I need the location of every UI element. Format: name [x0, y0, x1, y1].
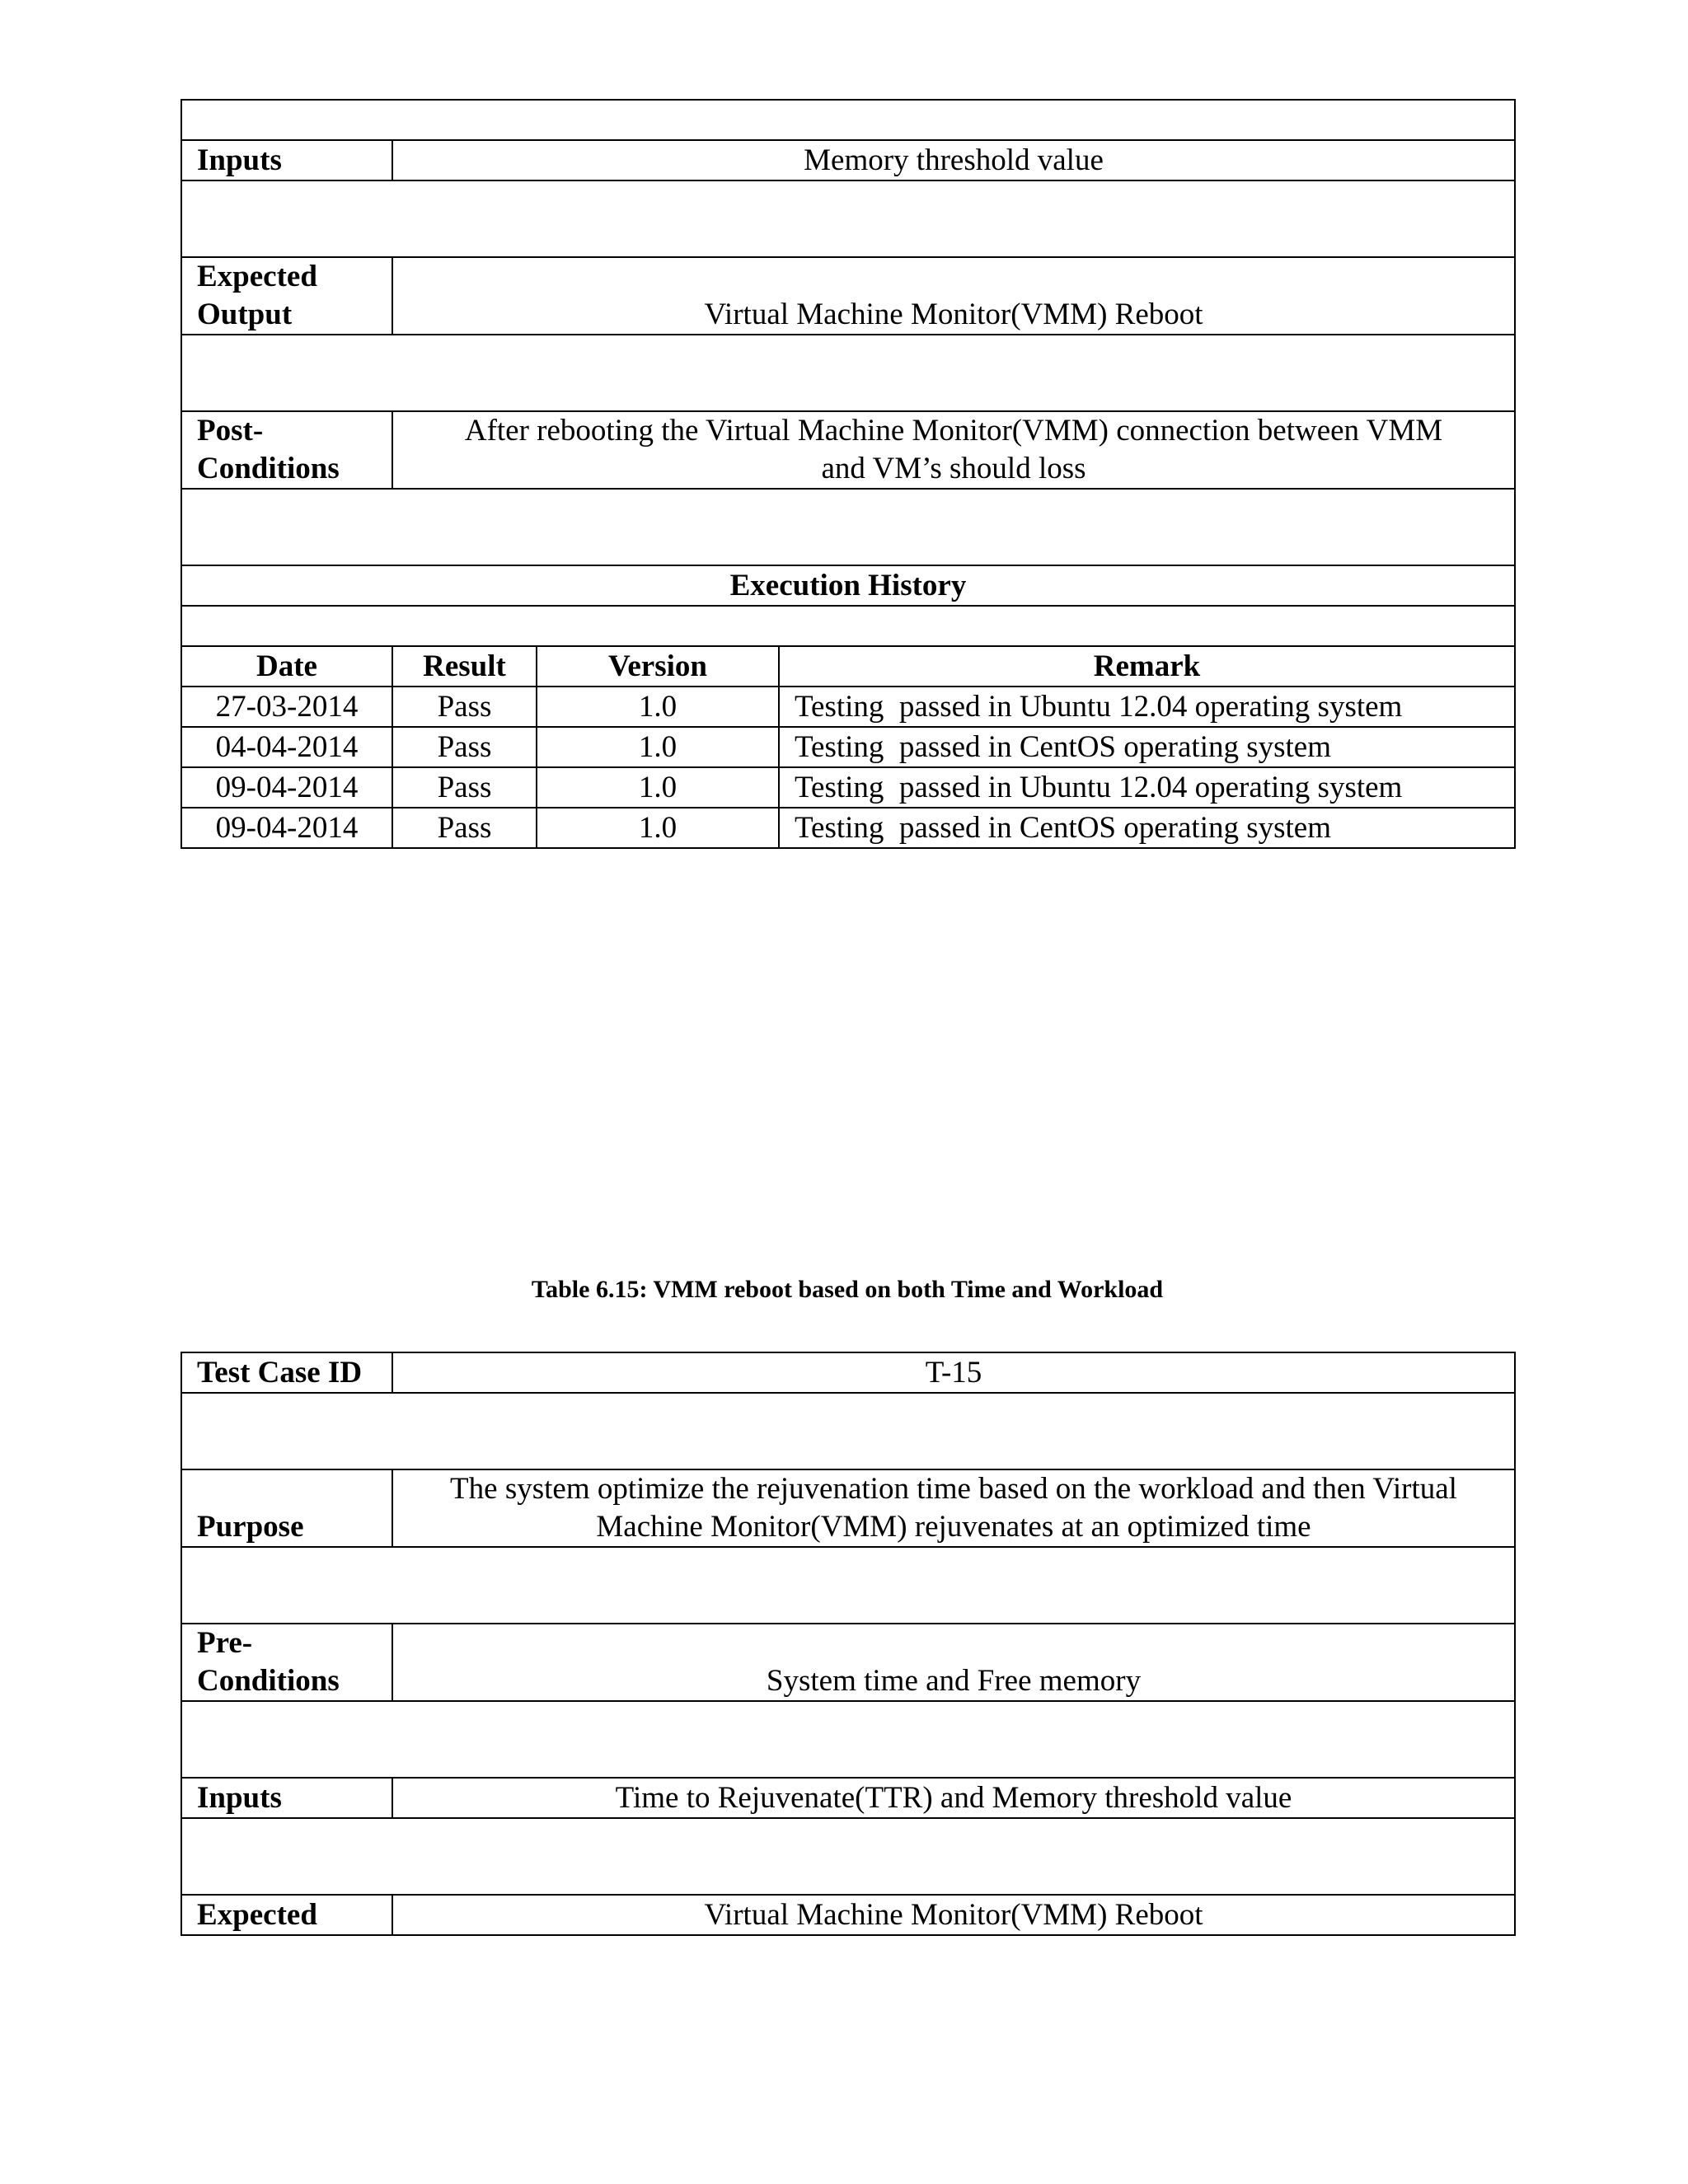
purpose-label: Purpose [181, 1469, 392, 1547]
expected-row [181, 1895, 1515, 1935]
purpose-value-line2: Machine Monitor(VMM) rejuvenates at an optimized time [596, 1510, 1311, 1544]
history-row [181, 687, 1515, 727]
history-row [181, 808, 1515, 848]
inputs-row [181, 140, 1515, 180]
history-result: Pass [392, 808, 537, 848]
test-case-id-row [181, 1352, 1515, 1393]
history-version: 1.0 [537, 687, 779, 727]
history-header-date: Date [181, 646, 392, 687]
post-conditions-value-line1: After rebooting the Virtual Machine Monitor(VMM) connection between VMM [464, 414, 1443, 448]
post-conditions-row [181, 411, 1515, 489]
history-remark: Testing passed in CentOS operating system [779, 808, 1515, 848]
history-remark: Testing passed in CentOS operating system [779, 727, 1515, 767]
history-header-remark: Remark [779, 646, 1515, 687]
empty-row [181, 606, 1515, 646]
post-conditions-value [392, 411, 1515, 489]
purpose-value [392, 1469, 1515, 1547]
empty-row [181, 335, 1515, 411]
empty-row [181, 489, 1515, 565]
history-row [181, 727, 1515, 767]
expected-output-label-line2: Output [197, 298, 293, 331]
inputs-value: Memory threshold value [392, 140, 1515, 180]
test-case-table [181, 1352, 1516, 1936]
history-date: 09-04-2014 [181, 808, 392, 848]
expected-label: Expected [181, 1895, 392, 1935]
execution-history-title: Execution History [181, 565, 1515, 606]
history-date: 27-03-2014 [181, 687, 392, 727]
post-conditions-label [181, 411, 392, 489]
post-conditions-value-line2: and VM’s should loss [821, 452, 1086, 485]
empty-row [181, 1818, 1515, 1895]
inputs-label: Inputs [181, 140, 392, 180]
pre-conditions-value: System time and Free memory [392, 1624, 1515, 1701]
expected-value: Virtual Machine Monitor(VMM) Reboot [392, 1895, 1515, 1935]
history-header-result: Result [392, 646, 537, 687]
inputs-label: Inputs [181, 1778, 392, 1818]
expected-output-value: Virtual Machine Monitor(VMM) Reboot [392, 257, 1515, 335]
history-date: 04-04-2014 [181, 727, 392, 767]
expected-output-label [181, 257, 392, 335]
empty-row [181, 1701, 1515, 1778]
history-result: Pass [392, 727, 537, 767]
execution-history-title-row [181, 565, 1515, 606]
history-version: 1.0 [537, 767, 779, 808]
purpose-value-line1: The system optimize the rejuvenation time based on the workload and then Virtual [450, 1472, 1457, 1506]
history-remark: Testing passed in Ubuntu 12.04 operating system [779, 687, 1515, 727]
test-case-id-value: T-15 [392, 1352, 1515, 1393]
history-result: Pass [392, 767, 537, 808]
history-version: 1.0 [537, 808, 779, 848]
empty-row [181, 180, 1515, 257]
history-header-version: Version [537, 646, 779, 687]
history-date: 09-04-2014 [181, 767, 392, 808]
post-conditions-label-line2: Conditions [197, 452, 340, 485]
empty-row [181, 100, 1515, 140]
empty-row [181, 1393, 1515, 1469]
history-result: Pass [392, 687, 537, 727]
empty-row [181, 1547, 1515, 1624]
expected-output-row [181, 257, 1515, 335]
pre-conditions-label [181, 1624, 392, 1701]
purpose-row [181, 1469, 1515, 1547]
history-header-row [181, 646, 1515, 687]
pre-conditions-row [181, 1624, 1515, 1701]
test-case-id-label: Test Case ID [181, 1352, 392, 1393]
history-version: 1.0 [537, 727, 779, 767]
pre-conditions-label-line2: Conditions [197, 1664, 340, 1698]
history-row [181, 767, 1515, 808]
table-caption: Table 6.15: VMM reboot based on both Time and Workload [531, 1276, 1164, 1303]
post-conditions-label-line1: Post- [197, 414, 264, 448]
expected-output-label-line1: Expected [197, 260, 317, 293]
pre-conditions-label-line1: Pre- [197, 1626, 253, 1660]
history-remark: Testing passed in Ubuntu 12.04 operating system [779, 767, 1515, 808]
inputs-row [181, 1778, 1515, 1818]
test-case-table-continued [181, 99, 1516, 849]
inputs-value: Time to Rejuvenate(TTR) and Memory threshold value [392, 1778, 1515, 1818]
